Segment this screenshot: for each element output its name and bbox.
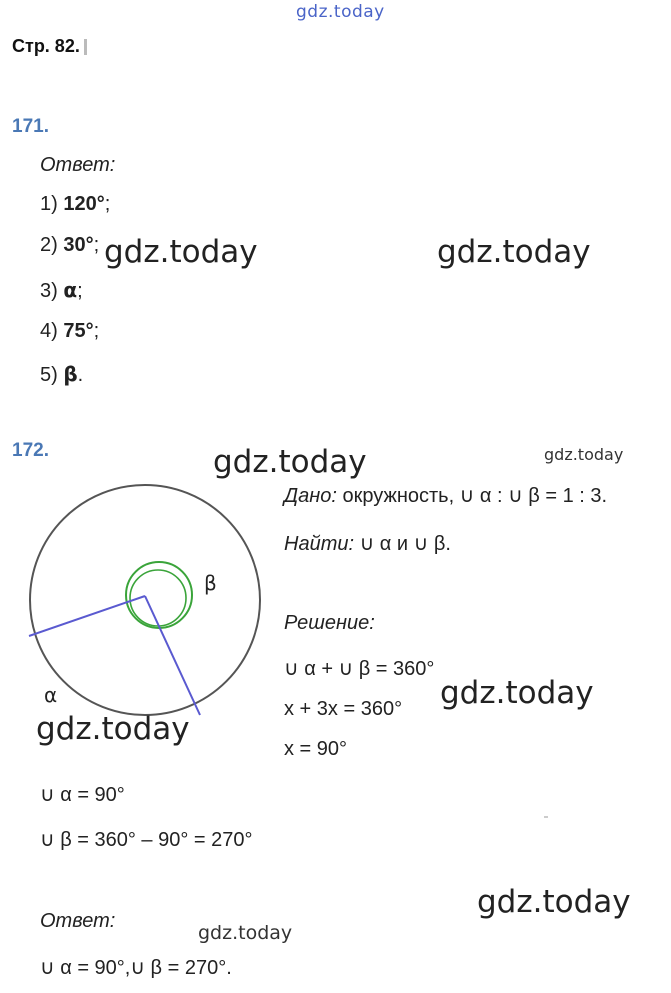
watermark: gdz.today (544, 445, 624, 464)
page-header-text: Стр. 82. (12, 36, 80, 56)
result-alpha: ∪ α = 90° (40, 784, 125, 806)
item-suffix: . (77, 364, 84, 386)
scan-dot (544, 816, 548, 818)
angle-mark-outer (126, 562, 192, 628)
watermark: gdz.today (36, 711, 190, 747)
item-suffix: ; (93, 234, 100, 256)
label-alpha: α (44, 683, 58, 707)
task-171-answer-label: Ответ: (40, 154, 116, 176)
given-line (284, 483, 607, 508)
solution-line-2: x + 3x = 360° (284, 698, 403, 720)
item-prefix: 5) (40, 364, 64, 386)
task-171-item-4 (40, 320, 99, 343)
circle-figure (20, 470, 270, 730)
item-value: 30° (63, 234, 94, 256)
task-171-item-3 (40, 278, 83, 303)
watermark: gdz.today (213, 444, 367, 480)
task-172-answer-text: ∪ α = 90°,∪ β = 270°. (40, 957, 232, 979)
item-value: 120° (63, 193, 105, 215)
task-172-answer-label: Ответ: (40, 910, 116, 932)
cursor-mark (84, 39, 87, 55)
given-text: окружность, ∪ α : ∪ β = 1 : 3. (336, 485, 608, 507)
item-suffix: ; (93, 320, 100, 342)
item-value: α (63, 278, 78, 302)
label-beta: β (204, 571, 217, 595)
task-171-item-5 (40, 362, 83, 387)
watermark: gdz.today (440, 675, 594, 711)
task-171-number: 171. (12, 116, 49, 137)
item-prefix: 1) (40, 193, 64, 215)
watermark: gdz.today (437, 234, 591, 270)
item-suffix: ; (77, 280, 83, 302)
find-label: Найти: (284, 533, 355, 555)
item-value: β (63, 362, 78, 386)
given-label: Дано: (284, 485, 337, 507)
item-value: 75° (63, 320, 94, 342)
watermark: gdz.today (198, 922, 293, 944)
item-prefix: 3) (40, 280, 64, 302)
watermark: gdz.today (104, 234, 258, 270)
solution-line-3: x = 90° (284, 738, 348, 760)
solution-label: Решение: (284, 612, 375, 634)
item-prefix: 2) (40, 234, 64, 256)
task-171-item-2 (40, 234, 99, 257)
page-header (12, 36, 87, 57)
outer-circle (30, 485, 260, 715)
task-171-item-1 (40, 193, 110, 216)
find-line (284, 531, 451, 556)
watermark-top: gdz.today (296, 2, 385, 22)
watermark: gdz.today (477, 884, 631, 920)
item-prefix: 4) (40, 320, 64, 342)
radius-right (145, 596, 200, 715)
find-text: ∪ α и ∪ β. (354, 533, 451, 555)
result-beta: ∪ β = 360° – 90° = 270° (40, 829, 253, 851)
radius-left (29, 596, 145, 636)
task-172-number: 172. (12, 440, 49, 461)
solution-line-1: ∪ α + ∪ β = 360° (284, 658, 435, 680)
item-suffix: ; (104, 193, 111, 215)
